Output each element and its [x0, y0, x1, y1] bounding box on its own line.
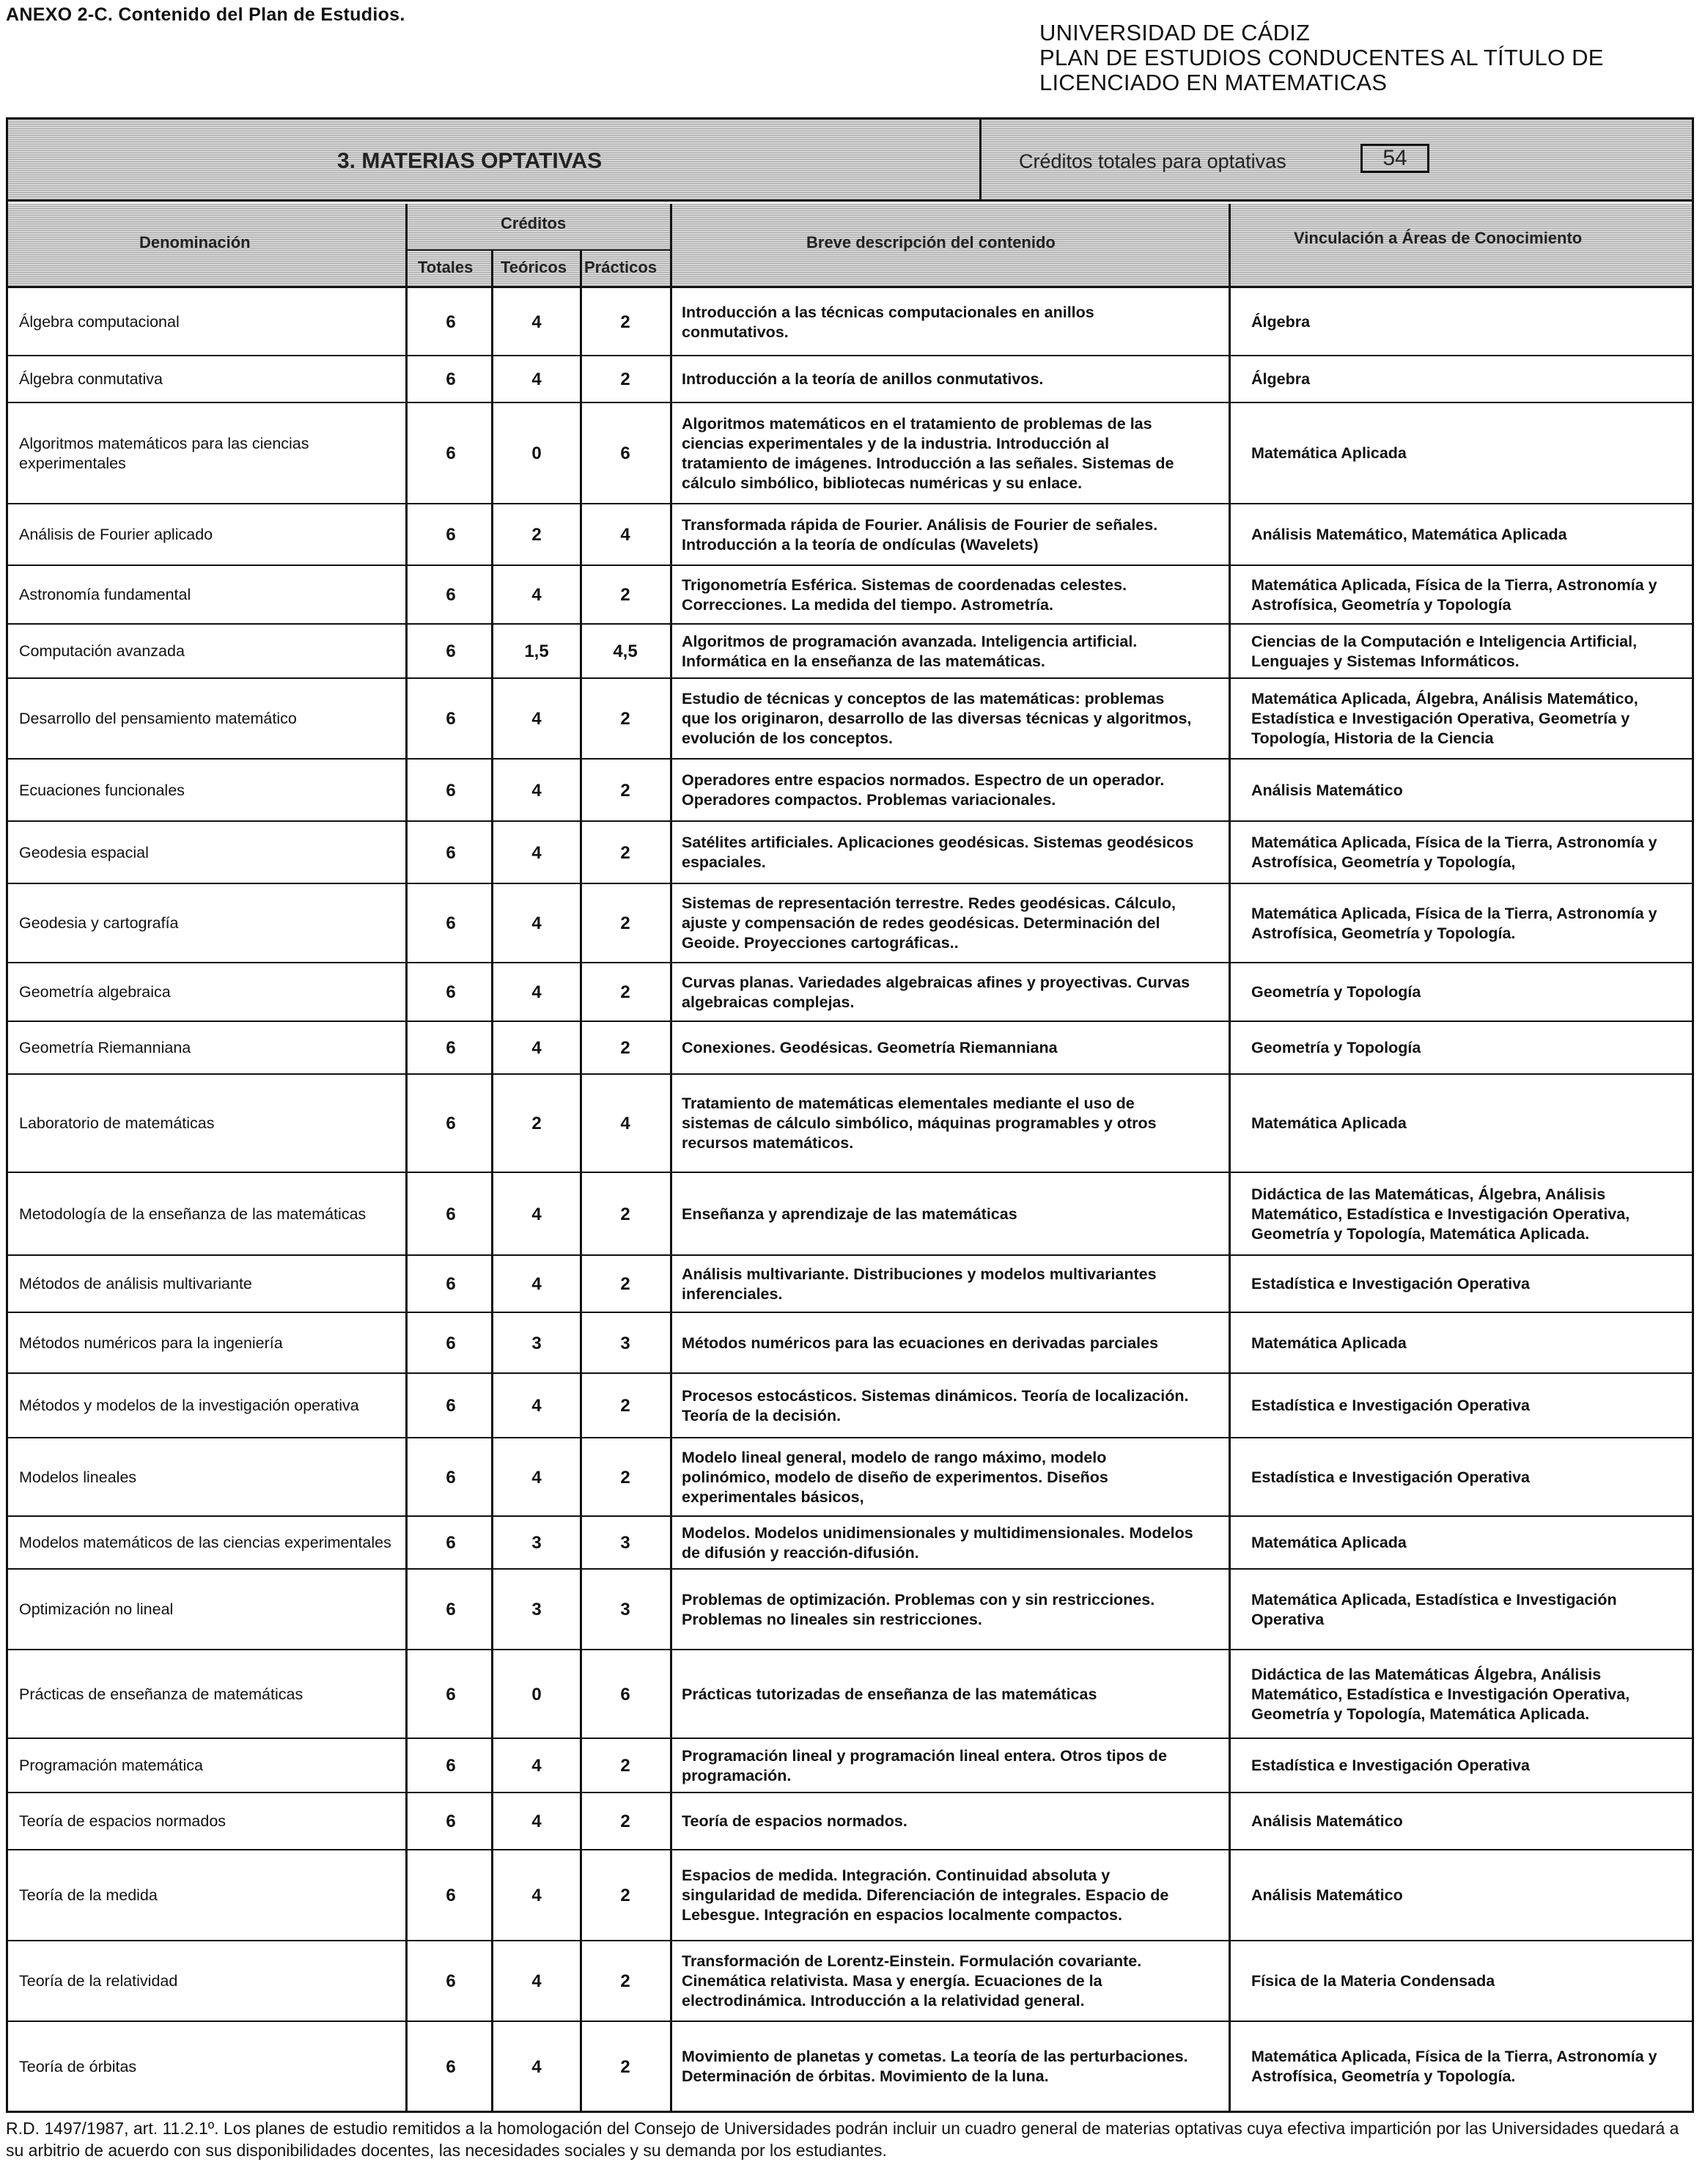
- course-name: Métodos numéricos para la ingeniería: [19, 1334, 283, 1352]
- course-description: Teoría de espacios normados.: [682, 1812, 907, 1830]
- row-divider: [8, 623, 1692, 625]
- row-divider: [8, 677, 1692, 679]
- course-description: Prácticas tutorizadas de enseñanza de las matemáticas: [682, 1685, 1097, 1703]
- credits-theory: 4: [531, 1971, 542, 1991]
- credits-total: 6: [446, 1114, 456, 1133]
- knowledge-areas: Matemática Aplicada, Álgebra, Análisis Matemático, Estadística e Investigación Operativa, Geometría y Topología, Historia de la Ciencia: [1251, 690, 1638, 747]
- credits-practice: 2: [620, 1886, 630, 1905]
- credits-practice: 2: [620, 780, 630, 801]
- credits-theory: 4: [531, 842, 542, 863]
- course-description: Procesos estocásticos. Sistemas dinámicos. Teoría de localización. Teoría de la decisión.: [682, 1386, 1189, 1424]
- course-description: Movimiento de planetas y cometas. La teoría de las perturbaciones. Determinación de órbitas. Movimiento de la luna.: [682, 2048, 1188, 2085]
- row-divider: [8, 1312, 1692, 1313]
- credits-theory: 4: [531, 780, 542, 801]
- row-divider: [8, 883, 1692, 884]
- course-description: Transformación de Lorentz-Einstein. Formulación covariante. Cinemática relativista. Masa y energía. Ecuaciones de la electrodinámica. Introducción a la relatividad general.: [682, 1952, 1142, 2010]
- course-name: Teoría de la medida: [19, 1886, 158, 1904]
- row-divider: [8, 1649, 1692, 1650]
- credits-total: 6: [446, 1971, 456, 1991]
- total-credits-value: 54: [1360, 144, 1429, 173]
- knowledge-areas: Análisis Matemático: [1251, 781, 1403, 799]
- course-name: Ecuaciones funcionales: [19, 781, 185, 799]
- credits-practice: 4,5: [613, 641, 638, 661]
- course-name: Geometría algebraica: [19, 983, 171, 1001]
- row-divider: [8, 355, 1692, 356]
- row-divider: [8, 1515, 1692, 1517]
- row-divider: [8, 758, 1692, 760]
- row-divider: [8, 402, 1692, 403]
- row-divider: [8, 1568, 1692, 1570]
- course-name: Desarrollo del pensamiento matemático: [19, 710, 297, 727]
- credits-practice: 2: [620, 1971, 630, 1991]
- credits-practice: 2: [620, 1274, 630, 1294]
- course-name: Algoritmos matemáticos para las ciencias experimentales: [19, 434, 309, 472]
- row-divider: [8, 820, 1692, 822]
- credits-theory: 1,5: [524, 641, 549, 661]
- credits-theory: 3: [531, 1600, 542, 1619]
- course-description: Trigonometría Esférica. Sistemas de coordenadas celestes. Correcciones. La medida del tiempo. Astrometría.: [682, 576, 1127, 614]
- row-divider: [8, 1437, 1692, 1438]
- knowledge-areas: Matemática Aplicada: [1251, 444, 1407, 462]
- row-divider: [8, 1073, 1692, 1075]
- credits-theory: 4: [531, 1812, 542, 1831]
- credits-practice: 2: [620, 1204, 630, 1224]
- column-line: [1229, 204, 1231, 2111]
- knowledge-areas: Geometría y Topología: [1251, 983, 1421, 1001]
- course-description: Enseñanza y aprendizaje de las matemáticas: [682, 1205, 1017, 1223]
- header-denominacion: Denominación: [139, 233, 251, 251]
- credits-practice: 2: [620, 982, 630, 1002]
- credits-theory: 4: [531, 585, 542, 605]
- course-description: Análisis multivariante. Distribuciones y modelos multivariantes inferenciales.: [682, 1265, 1157, 1303]
- credits-practice: 2: [620, 842, 630, 863]
- credits-theory: 4: [531, 312, 542, 332]
- credits-practice: 6: [620, 444, 630, 463]
- knowledge-areas: Estadística e Investigación Operativa: [1251, 1275, 1530, 1293]
- credits-total: 6: [446, 982, 456, 1002]
- course-name: Geodesia y cartografía: [19, 914, 179, 932]
- credits-total: 6: [446, 525, 456, 545]
- row-divider: [8, 962, 1692, 963]
- credits-total: 6: [446, 585, 456, 605]
- course-description: Introducción a las técnicas computacionales en anillos conmutativos.: [682, 303, 1094, 341]
- credits-total: 6: [446, 1333, 456, 1353]
- credits-total: 6: [446, 1756, 456, 1776]
- course-description: Sistemas de representación terrestre. Redes geodésicas. Cálculo, ajuste y compensación de redes geodésicas. Determinación del Geoide. Proyecciones cartográficas..: [682, 894, 1176, 952]
- course-description: Transformada rápida de Fourier. Análisis de Fourier de señales. Introducción a la teoría de ondículas (Wavelets): [682, 515, 1158, 554]
- course-name: Análisis de Fourier aplicado: [19, 526, 213, 543]
- credits-practice: 2: [620, 709, 630, 729]
- course-name: Métodos y modelos de la investigación operativa: [19, 1397, 359, 1414]
- credits-theory: 2: [531, 1114, 542, 1133]
- credits-practice: 4: [620, 525, 630, 545]
- course-description: Algoritmos matemáticos en el tratamiento de problemas de las ciencias experimentales y de la industria. Introducción al tratamiento de imágenes. Introducción a las señales. Sistemas de cálculo simbólico, bibliotecas numéricas y su enlace.: [682, 414, 1174, 492]
- course-description: Estudio de técnicas y conceptos de las matemáticas: problemas que los originaron, desarrollo de las diversas técnicas y algoritmos, evolución de los conceptos.: [682, 690, 1192, 747]
- course-description: Operadores entre espacios normados. Espectro de un operador. Operadores compactos. Problemas variacionales.: [682, 771, 1165, 809]
- credits-total: 6: [446, 444, 456, 463]
- column-line: [670, 204, 672, 2111]
- knowledge-areas: Matemática Aplicada: [1251, 1114, 1407, 1132]
- row-divider: [8, 503, 1692, 504]
- course-description: Conexiones. Geodésicas. Geometría Riemanniana: [682, 1039, 1058, 1056]
- knowledge-areas: Álgebra: [1251, 313, 1311, 331]
- row-divider: [8, 1849, 1692, 1850]
- title-divider: [979, 120, 982, 200]
- credits-practice: 3: [620, 1600, 630, 1619]
- knowledge-areas: Análisis Matemático, Matemática Aplicada: [1251, 526, 1567, 543]
- credits-practice: 2: [620, 312, 630, 332]
- course-name: Prácticas de enseñanza de matemáticas: [19, 1685, 303, 1703]
- knowledge-areas: Estadística e Investigación Operativa: [1251, 1397, 1530, 1414]
- column-line: [405, 204, 408, 2111]
- credits-total: 6: [446, 641, 456, 661]
- knowledge-areas: Matemática Aplicada, Estadística e Investigación Operativa: [1251, 1590, 1617, 1628]
- credits-theory: 3: [531, 1533, 542, 1553]
- total-credits-label: Créditos totales para optativas: [1019, 150, 1286, 172]
- knowledge-areas: Didáctica de las Matemáticas Álgebra, Análisis Matemático, Estadística e Investigación Operativa, Geometría y Topología, Matemática Aplicada.: [1251, 1665, 1630, 1723]
- course-description: Curvas planas. Variedades algebraicas afines y proyectivas. Curvas algebraicas complejas.: [682, 973, 1190, 1011]
- section-title-band: [8, 120, 1692, 202]
- creditos-subheader-line: [408, 249, 671, 251]
- credits-total: 6: [446, 709, 456, 729]
- credits-total: 6: [446, 1467, 456, 1488]
- credits-practice: 4: [620, 1114, 630, 1133]
- course-name: Geometría Riemanniana: [19, 1039, 191, 1056]
- course-name: Programación matemática: [19, 1757, 203, 1774]
- credits-total: 6: [446, 1886, 456, 1905]
- knowledge-areas: Matemática Aplicada, Física de la Tierra, Astronomía y Astrofísica, Geometría y Topología,: [1251, 834, 1657, 871]
- credits-total: 6: [446, 1396, 456, 1416]
- course-description: Tratamiento de matemáticas elementales mediante el uso de sistemas de cálculo simbólico, máquinas programables y otros recursos matemáticos.: [682, 1095, 1157, 1152]
- knowledge-areas: Estadística e Investigación Operativa: [1251, 1468, 1530, 1486]
- course-description: Satélites artificiales. Aplicaciones geodésicas. Sistemas geodésicos espaciales.: [682, 834, 1194, 871]
- credits-practice: 2: [620, 2056, 630, 2077]
- course-name: Metodología de la enseñanza de las matemáticas: [19, 1205, 367, 1223]
- credits-total: 6: [446, 780, 456, 801]
- credits-theory: 4: [531, 982, 542, 1002]
- credits-practice: 2: [620, 369, 630, 389]
- knowledge-areas: Física de la Materia Condensada: [1251, 1972, 1495, 1990]
- credits-theory: 4: [531, 2056, 542, 2077]
- credits-practice: 2: [620, 1756, 630, 1776]
- course-name: Geodesia espacial: [19, 843, 149, 861]
- footnote: R.D. 1497/1987, art. 11.2.1º. Los planes de estudio remitidos a la homologación del Consejo de Universidades podrán incluir un cuadro general de materias optativas cuya efectiva impartición por las Universidades quedará a su arbitrio de acuerdo con sus disponibilidades docentes, las necesidades sociales y su demanda por los estudiantes.: [6, 2119, 1679, 2160]
- knowledge-areas: Matemática Aplicada, Física de la Tierra, Astronomía y Astrofísica, Geometría y Topología.: [1251, 2048, 1657, 2085]
- credits-total: 6: [446, 312, 456, 332]
- document-header: [1039, 21, 1604, 95]
- plan-line: PLAN DE ESTUDIOS CONDUCENTES AL TÍTULO DE: [1039, 45, 1604, 70]
- credits-theory: 0: [531, 444, 542, 463]
- knowledge-areas: Matemática Aplicada: [1251, 1334, 1407, 1352]
- credits-total: 6: [446, 2056, 456, 2077]
- credits-practice: 2: [620, 1038, 630, 1058]
- credits-total: 6: [446, 1684, 456, 1705]
- knowledge-areas: Análisis Matemático: [1251, 1812, 1403, 1830]
- course-name: Modelos lineales: [19, 1468, 137, 1486]
- course-name: Computación avanzada: [19, 642, 185, 660]
- header-teoricos: Teóricos: [501, 258, 567, 276]
- knowledge-areas: Didáctica de las Matemáticas, Álgebra, Análisis Matemático, Estadística e Investigación Operativa, Geometría y Topología, Matemática Aplicada.: [1251, 1185, 1630, 1243]
- course-name: Optimización no lineal: [19, 1600, 174, 1618]
- header-creditos: Créditos: [501, 214, 567, 232]
- row-divider: [8, 1254, 1692, 1256]
- credits-theory: 3: [531, 1333, 542, 1353]
- row-divider: [8, 1172, 1692, 1173]
- course-description: Métodos numéricos para las ecuaciones en derivadas parciales: [682, 1334, 1159, 1352]
- knowledge-areas: Matemática Aplicada, Física de la Tierra, Astronomía y Astrofísica, Geometría y Topología.: [1251, 904, 1657, 942]
- credits-practice: 6: [620, 1684, 630, 1705]
- credits-total: 6: [446, 1533, 456, 1553]
- course-name: Teoría de espacios normados: [19, 1812, 227, 1830]
- header-descripcion: Breve descripción del contenido: [806, 233, 1056, 251]
- header-vinculacion: Vinculación a Áreas de Conocimiento: [1294, 229, 1583, 247]
- credits-theory: 2: [531, 525, 542, 545]
- course-description: Problemas de optimización. Problemas con y sin restricciones. Problemas no lineales sin restricciones.: [682, 1590, 1155, 1628]
- row-divider: [8, 1940, 1692, 1941]
- credits-total: 6: [446, 1812, 456, 1831]
- course-name: Teoría de órbitas: [19, 2057, 137, 2075]
- header-totales: Totales: [418, 258, 474, 276]
- course-name: Álgebra conmutativa: [19, 370, 163, 388]
- credits-total: 6: [446, 1274, 456, 1294]
- credits-total: 6: [446, 1600, 456, 1619]
- row-divider: [8, 1792, 1692, 1793]
- credits-practice: 3: [620, 1533, 630, 1553]
- course-description: Algoritmos de programación avanzada. Inteligencia artificial. Informática en la enseñanza de las matemáticas.: [682, 632, 1138, 670]
- knowledge-areas: Álgebra: [1251, 370, 1311, 388]
- credits-theory: 4: [531, 369, 542, 389]
- course-name: Álgebra computacional: [19, 313, 180, 331]
- course-description: Modelo lineal general, modelo de rango máximo, modelo polinómico, modelo de diseño de experimentos. Diseños experimentales básicos,: [682, 1448, 1108, 1506]
- credits-theory: 4: [531, 1756, 542, 1776]
- knowledge-areas: Matemática Aplicada: [1251, 1534, 1407, 1551]
- course-name: Astronomía fundamental: [19, 586, 191, 603]
- credits-theory: 4: [531, 1886, 542, 1905]
- course-name: Modelos matemáticos de las ciencias experimentales: [19, 1534, 391, 1551]
- credits-total: 6: [446, 369, 456, 389]
- credits-total: 6: [446, 1204, 456, 1224]
- credits-theory: 0: [531, 1684, 542, 1705]
- course-description: Espacios de medida. Integración. Continuidad absoluta y singularidad de medida. Diferenciación de integrales. Espacio de Lebesgue. Integración en espacios localmente compactos.: [682, 1867, 1169, 1924]
- credits-practice: 2: [620, 585, 630, 605]
- credits-theory: 4: [531, 1274, 542, 1294]
- course-description: Programación lineal y programación lineal entera. Otros tipos de programación.: [682, 1746, 1167, 1784]
- course-description: Introducción a la teoría de anillos conmutativos.: [682, 370, 1044, 388]
- university-name: UNIVERSIDAD DE CÁDIZ: [1039, 20, 1311, 45]
- row-divider: [8, 2021, 1692, 2022]
- row-divider: [8, 565, 1692, 566]
- credits-practice: 3: [620, 1333, 630, 1353]
- credits-practice: 2: [620, 1396, 630, 1416]
- credits-theory: 4: [531, 1396, 542, 1416]
- credits-theory: 4: [531, 913, 542, 933]
- knowledge-areas: Análisis Matemático: [1251, 1886, 1403, 1904]
- credits-practice: 2: [620, 913, 630, 933]
- credits-theory: 4: [531, 709, 542, 729]
- credits-theory: 4: [531, 1038, 542, 1058]
- row-divider: [8, 1372, 1692, 1374]
- knowledge-areas: Estadística e Investigación Operativa: [1251, 1757, 1530, 1774]
- knowledge-areas: Geometría y Topología: [1251, 1039, 1421, 1056]
- credits-theory: 4: [531, 1204, 542, 1224]
- credits-total: 6: [446, 913, 456, 933]
- credits-theory: 4: [531, 1467, 542, 1488]
- row-divider: [8, 1738, 1692, 1739]
- credits-total: 6: [446, 842, 456, 863]
- credits-practice: 2: [620, 1812, 630, 1831]
- section-title: 3. MATERIAS OPTATIVAS: [337, 149, 603, 173]
- course-name: Métodos de análisis multivariante: [19, 1275, 252, 1293]
- credits-practice: 2: [620, 1467, 630, 1488]
- row-divider: [8, 1021, 1692, 1022]
- course-name: Teoría de la relatividad: [19, 1972, 178, 1990]
- knowledge-areas: Ciencias de la Computación e Inteligencia Artificial, Lenguajes y Sistemas Informáticos.: [1251, 632, 1638, 670]
- annex-title: ANEXO 2-C. Contenido del Plan de Estudios.: [6, 4, 405, 25]
- credits-total: 6: [446, 1038, 456, 1058]
- course-description: Modelos. Modelos unidimensionales y multidimensionales. Modelos de difusión y reacción-difusión.: [682, 1523, 1193, 1562]
- degree-line: LICENCIADO EN MATEMATICAS: [1039, 70, 1388, 95]
- course-name: Laboratorio de matemáticas: [19, 1114, 215, 1132]
- header-practicos: Prácticos: [584, 258, 658, 276]
- knowledge-areas: Matemática Aplicada, Física de la Tierra, Astronomía y Astrofísica, Geometría y Topología: [1251, 576, 1657, 614]
